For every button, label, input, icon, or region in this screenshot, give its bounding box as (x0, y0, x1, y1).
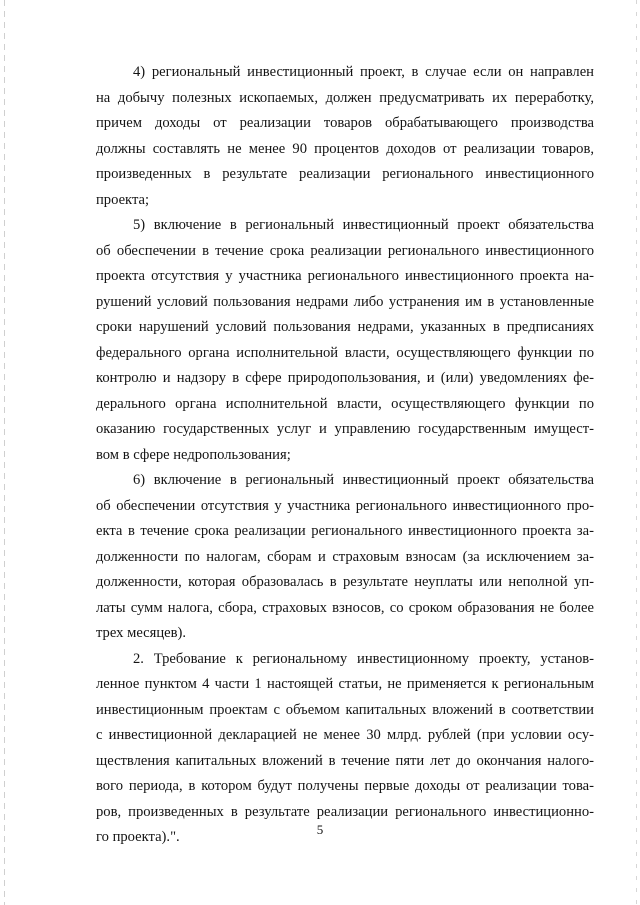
text-line: проекта; (96, 191, 150, 208)
text-line: причем доходы от реализации товаров обрабатывающего производства (96, 115, 594, 131)
text-line: об обеспечении в течение срока реализации регионального инвестиционного (96, 242, 594, 259)
text-line: екта в течение срока реализации регионального инвестиционного проекта за- (96, 523, 594, 539)
text-line: инвестиционным проектам с объемом капитальных вложений в соответствии (96, 701, 594, 718)
page-number: 5 (316, 822, 324, 837)
paragraph-p5 (96, 213, 594, 468)
text-line: дерального органа исполнительной власти, осуществляющего функции по (96, 395, 594, 412)
document-body (96, 60, 594, 851)
text-line: 4) региональный инвестиционный проект, в случае если он направлен (133, 64, 594, 80)
paragraph-p4 (96, 60, 594, 213)
text-line: с инвестиционной декларацией не менее 30 млрд. рублей (при условии осу- (96, 727, 594, 743)
text-line: контролю и надзору в сфере природопользования, и (или) уведомлениях фе- (96, 370, 594, 386)
text-line: сроки нарушений условий пользования недрами, указанных в предписаниях (96, 319, 594, 335)
text-line: 6) включение в региональный инвестиционный проект обязательства (133, 472, 594, 488)
text-line: долженности по налогам, сборам и страховым взносам (за исключением за- (96, 548, 594, 565)
text-line: вого периода, в котором будут получены первые доходы от реализации това- (96, 778, 594, 794)
text-line: трех месяцев). (96, 625, 187, 641)
text-line: рушений условий пользования недрами либо устранения им в установленные (96, 293, 594, 310)
text-line: долженности, которая образовалась в результате неуплаты или неполной уп- (96, 574, 594, 590)
text-line: 5) включение в региональный инвестиционный проект обязательства (133, 217, 594, 233)
text-line: вом в сфере недропользования; (96, 446, 291, 463)
text-line: проекта отсутствия у участника регионального инвестиционного проекта на- (96, 268, 594, 284)
text-line: ленное пунктом 4 части 1 настоящей статьи, не применяется к региональным (96, 676, 594, 692)
text-line: об обеспечении отсутствия у участника регионального инвестиционного про- (96, 497, 594, 514)
text-line: ществления капитальных вложений в течение пяти лет до окончания налого- (96, 752, 594, 769)
text-line: латы сумм налога, сбора, страховых взносов, со сроком образования не более (96, 599, 594, 616)
text-line: го проекта).". (96, 829, 180, 845)
paragraph-p-2 (96, 647, 594, 851)
paragraph-p6 (96, 468, 594, 647)
scan-edge-left (4, 0, 5, 905)
text-line: ров, произведенных в результате реализации регионального инвестиционно- (96, 803, 594, 820)
scan-edge-right (636, 0, 637, 905)
text-line: на добычу полезных ископаемых, должен предусматривать их переработку, (96, 89, 594, 106)
text-line: произведенных в результате реализации регионального инвестиционного (96, 166, 594, 182)
text-line: 2. Требование к региональному инвестиционному проекту, установ- (133, 650, 594, 667)
text-line: должны составлять не менее 90 процентов доходов от реализации товаров, (96, 140, 594, 157)
text-line: федерального органа исполнительной власти, осуществляющего функции по (96, 344, 594, 361)
text-line: оказанию государственных услуг и управлению государственным имущест- (96, 421, 594, 437)
